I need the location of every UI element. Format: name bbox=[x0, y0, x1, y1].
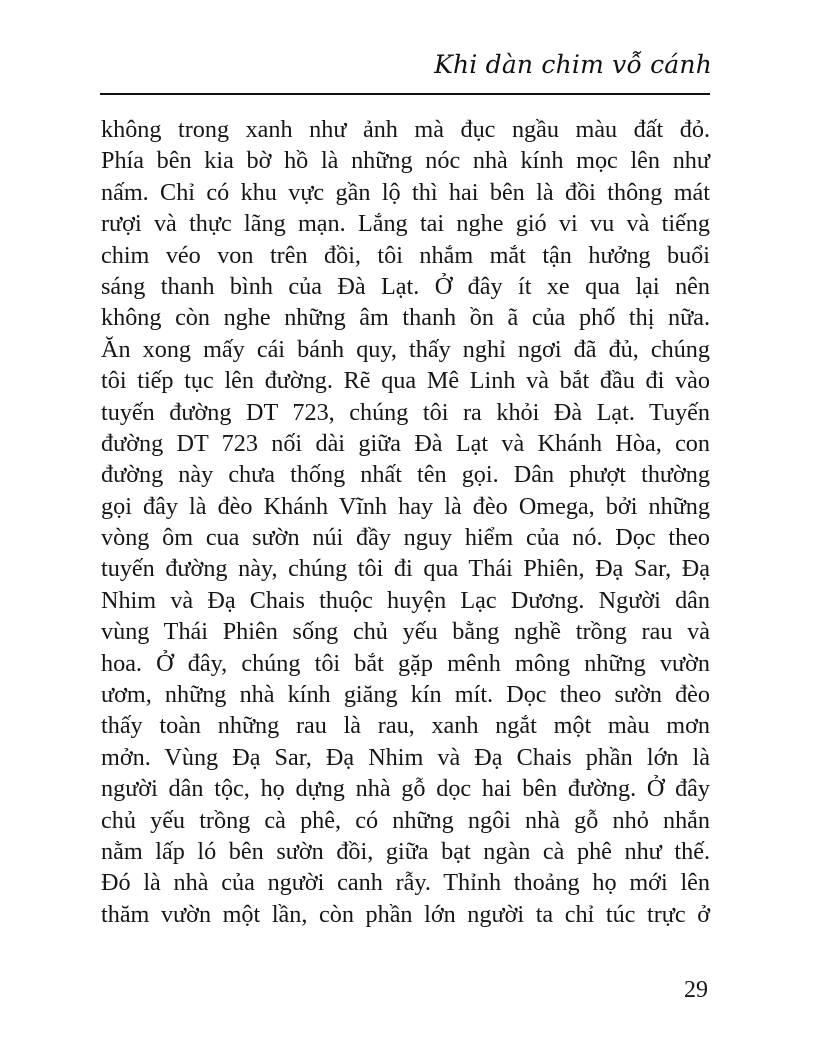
text-line: gọi đây là đèo Khánh Vĩnh hay là đèo Omega, bởi những bbox=[101, 492, 710, 520]
text-line: đường DT 723 nối dài giữa Đà Lạt và Khánh Hòa, con bbox=[101, 429, 710, 457]
header-rule bbox=[100, 93, 710, 95]
text-line: rượi và thực lãng mạn. Lắng tai nghe gió vi vu và tiếng bbox=[101, 210, 710, 238]
text-line: Nhim và Đạ Chais thuộc huyện Lạc Dương. Người dân bbox=[101, 586, 710, 614]
text-line: chim véo von trên đồi, tôi nhắm mắt tận hưởng buổi bbox=[101, 241, 710, 269]
text-line: hoa. Ở đây, chúng tôi bắt gặp mênh mông những vườn bbox=[101, 649, 710, 677]
text-line: Ăn xong mấy cái bánh quy, thấy nghỉ ngơi đã đủ, chúng bbox=[101, 335, 710, 363]
text-line: đường này chưa thống nhất tên gọi. Dân phượt thường bbox=[101, 461, 710, 489]
text-line: nằm lấp ló bên sườn đồi, giữa bạt ngàn cà phê như thế. bbox=[101, 837, 710, 865]
text-line: mởn. Vùng Đạ Sar, Đạ Nhim và Đạ Chais phần lớn là bbox=[101, 743, 710, 771]
text-line: thăm vườn một lần, còn phần lớn người ta chỉ túc trực ở bbox=[101, 900, 710, 928]
text-line: tuyến đường DT 723, chúng tôi ra khỏi Đà Lạt. Tuyến bbox=[101, 398, 710, 426]
text-line: vùng Thái Phiên sống chủ yếu bằng nghề trồng rau và bbox=[101, 618, 710, 646]
text-line: sáng thanh bình của Đà Lạt. Ở đây ít xe qua lại nên bbox=[101, 272, 710, 300]
text-line: không trong xanh như ảnh mà đục ngầu màu đất đỏ. bbox=[101, 116, 710, 143]
text-line: ươm, những nhà kính giăng kín mít. Dọc theo sườn đèo bbox=[101, 681, 710, 709]
body-text bbox=[101, 114, 710, 930]
text-line: thấy toàn những rau là rau, xanh ngắt một màu mơn bbox=[101, 712, 710, 740]
text-line: tuyến đường này, chúng tôi đi qua Thái Phiên, Đạ Sar, Đạ bbox=[101, 555, 710, 583]
text-line: Phía bên kia bờ hồ là những nóc nhà kính mọc lên như bbox=[101, 147, 710, 175]
text-line: tôi tiếp tục lên đường. Rẽ qua Mê Linh và bắt đầu đi vào bbox=[101, 367, 710, 395]
page-number: 29 bbox=[684, 977, 708, 1003]
text-line: không còn nghe những âm thanh ồn ã của phố thị nữa. bbox=[101, 304, 710, 332]
text-line: người dân tộc, họ dựng nhà gỗ dọc hai bên đường. Ở đây bbox=[101, 775, 710, 803]
text-line: chủ yếu trồng cà phê, có những ngôi nhà gỗ nhỏ nhắn bbox=[101, 806, 710, 834]
running-head-title: Khi dàn chim vỗ cánh bbox=[434, 50, 712, 79]
text-line: vòng ôm cua sườn núi đầy nguy hiểm của nó. Dọc theo bbox=[101, 524, 710, 552]
text-line: Đó là nhà của người canh rẫy. Thỉnh thoảng họ mới lên bbox=[101, 869, 710, 897]
text-line: nấm. Chỉ có khu vực gần lộ thì hai bên là đồi thông mát bbox=[101, 178, 710, 206]
